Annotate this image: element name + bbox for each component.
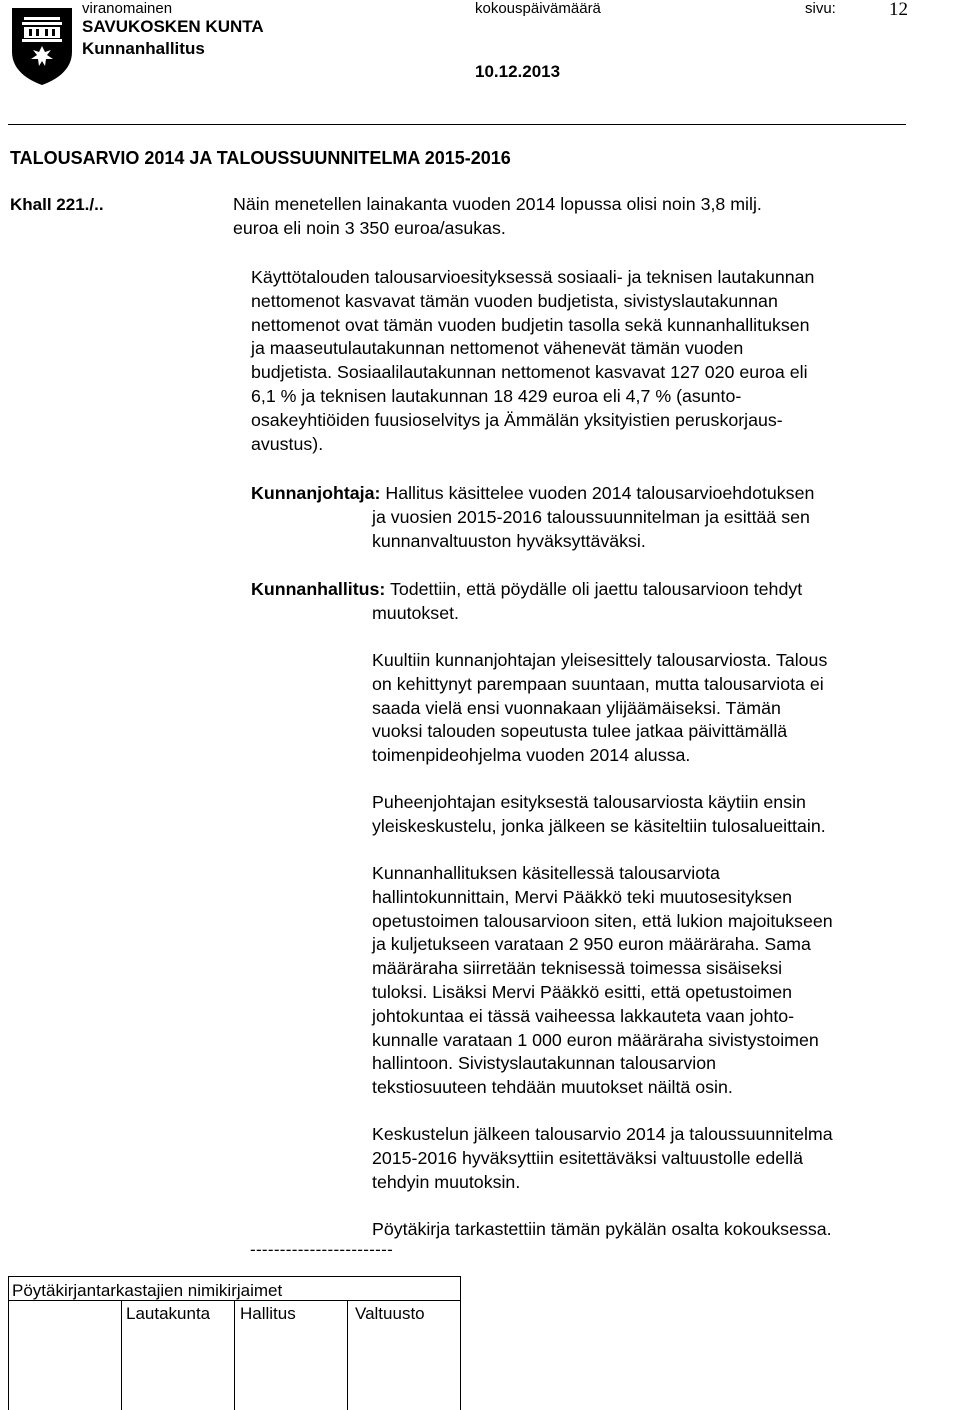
meeting-date: 10.12.2013: [475, 62, 561, 81]
intro-paragraph: Näin menetellen lainakanta vuoden 2014 lopussa olisi noin 3,8 milj. euroa eli noin 3 350 euroa/asukas.: [233, 194, 762, 238]
verification-paragraph: Pöytäkirja tarkastettiin tämän pykälän osalta kokouksessa.: [372, 1219, 832, 1239]
kunnanjohtaja-continuation: ja vuosien 2015-2016 taloussuunnitelman ja esittää sen kunnanvaltuuston hyväksyttäväksi.: [372, 507, 810, 551]
header-label-viranomainen: viranomainen: [82, 0, 173, 17]
kunnanjohtaja-label: Kunnanjohtaja:: [251, 483, 381, 503]
sig-left-border: [8, 1276, 9, 1410]
amendment-paragraph: Kunnanhallituksen käsitellessä talousarviota hallintokunnittain, Mervi Pääkkö teki muutosesityksen opetustoimen talousarvioon siten, että lukion majoitukseen ja kuljetukseen varataan 2 950 euron määräraha. Sama määräraha siirretään teknisessä toimessa sisäiseksi tuloksi. Lisäksi Mervi Pääkkö esitti, että opetustoimen johtokuntaa ei tässä vaiheessa lakkauteta vaan johto- kunnalle varataan 1 000 euron määräraha sivistystoimen hallintoon. Sivistyslautakunnan talousarvion tekstiosuuteen tehdään muutokset näiltä osin.: [372, 863, 833, 1098]
body-name: Kunnanhallitus: [82, 39, 205, 58]
document-title: TALOUSARVIO 2014 JA TALOUSSUUNNITELMA 2015-2016: [10, 148, 511, 168]
decision-paragraph: Keskustelun jälkeen talousarvio 2014 ja taloussuunnitelma 2015-2016 hyväksyttiin esitettäväksi valtuustolle edellä tehdyin muutoksin.: [372, 1124, 833, 1192]
kunnanhallitus-line: [251, 578, 802, 602]
sig-col-divider-1: [121, 1300, 122, 1410]
signature-table: [8, 1276, 460, 1410]
header-label-sivu: sivu:: [805, 0, 836, 17]
kunnanhallitus-continuation: muutokset.: [372, 603, 459, 623]
kunnanhallitus-label: Kunnanhallitus:: [251, 579, 386, 599]
header-divider: [8, 124, 906, 125]
sig-right-border: [460, 1276, 461, 1410]
discussion-paragraph: Puheenjohtajan esityksestä talousarviosta käytiin ensin yleiskeskustelu, jonka jälkeen se käsiteltiin tulosalueittain.: [372, 792, 826, 836]
sig-top-border: [8, 1276, 460, 1277]
presentation-paragraph: Kuultiin kunnanjohtajan yleisesittely talousarviosta. Talous on kehittynyt parempaan suuntaan, mutta talousarviota ei saada vielä ensi vuonnakaan ylijäämäiseksi. Tämän vuoksi talouden sopeutusta tulee jatkaa päivittämällä toimenpideohjelma vuoden 2014 alussa.: [372, 650, 828, 766]
budget-paragraph: Käyttötalouden talousarvioesityksessä sosiaali- ja teknisen lautakunnan nettomenot kasvavat tämän vuoden budjetista, sivistyslautakunnan nettomenot ovat tämän vuoden budjetin tasolla sekä kunnanhallituksen ja maaseutulautakunnan nettomenot vähenevät tämän vuoden budjetista. Sosiaalilautakunnan nettomenot kasvavat 127 020 euroa eli 6,1 % ja teknisen lautakunnan 18 429 euroa eli 4,7 % (asunto- osakeyhtiöiden fuusioselvitys ja Ämmälän yksityistien peruskorjaus- avustus).: [251, 267, 815, 454]
sig-col-lautakunta: Lautakunta: [126, 1304, 211, 1323]
separator-dashes: ------------------------: [250, 1240, 394, 1259]
sig-col-divider-2: [234, 1300, 235, 1410]
khall-reference: Khall 221./..: [10, 195, 104, 214]
municipality-coat-of-arms: [10, 6, 74, 86]
sig-col-valtuusto: Valtuusto: [355, 1304, 425, 1323]
municipality-name: SAVUKOSKEN KUNTA: [82, 17, 264, 36]
sig-col-divider-3: [347, 1300, 348, 1410]
kunnanjohtaja-line: [251, 482, 814, 506]
kunnanjohtaja-text: Hallitus käsittelee vuoden 2014 talousarvioehdotuksen: [380, 483, 815, 503]
header-label-kokouspaivamaara: kokouspäivämäärä: [475, 0, 601, 17]
kunnanhallitus-text: Todettiin, että pöydälle oli jaettu talousarvioon tehdyt: [385, 579, 803, 599]
sig-heading: Pöytäkirjantarkastajien nimikirjaimet: [12, 1281, 283, 1300]
sig-col-hallitus: Hallitus: [240, 1304, 296, 1323]
page-number: 12: [889, 0, 908, 20]
